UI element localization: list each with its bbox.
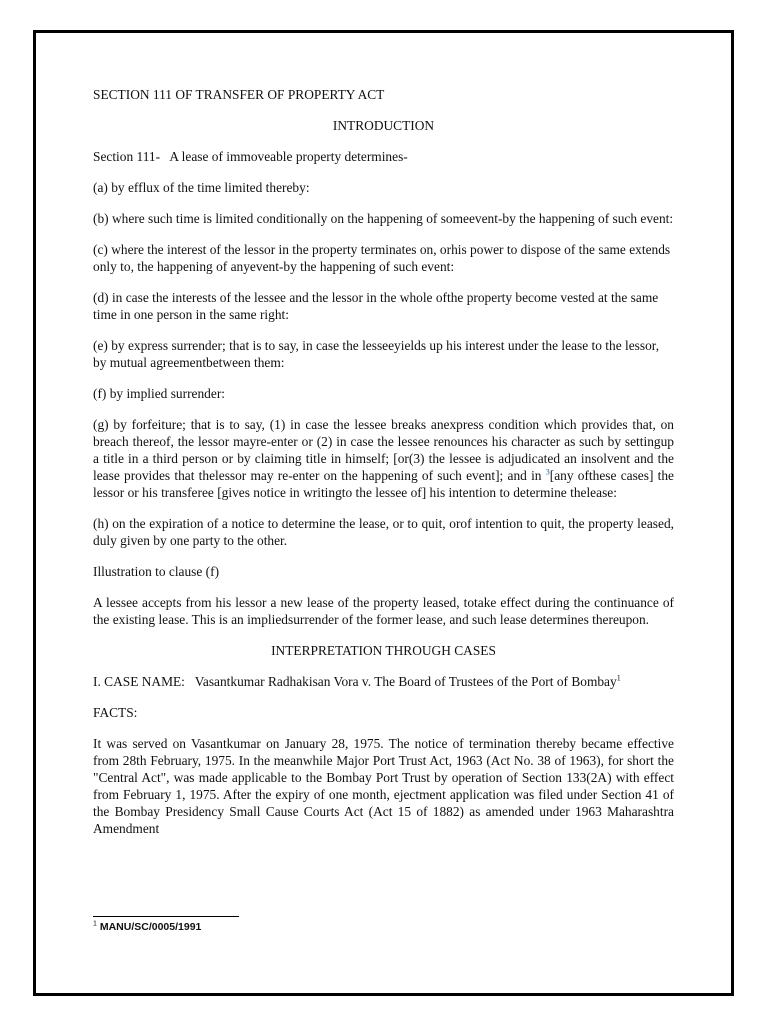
- clause-a: (a) by efflux of the time limited thereby:: [93, 180, 310, 195]
- clause-g-part2: [any ofthese cases] the lessor or his transferee [gives notice in writingto the lessee of] his intention to determine thelease:: [93, 468, 674, 500]
- section-statement: [93, 148, 674, 165]
- document-title: SECTION 111 OF TRANSFER OF PROPERTY ACT: [93, 87, 385, 102]
- clause-g-part1: (g) by forfeiture; that is to say, (1) in case the lessee breaks anexpress condition which provides that, on breach thereof, the lessor mayre-enter or (2) in case the lessee renounces his character as such by settingup a title in a third person or by claiming title in himself; [or(3) the lessee is adjudicated an insolvent and the lease provides that thelessor may re-enter on the happening of such event]; and in: [93, 417, 674, 483]
- footnote-text: MANU/SC/0005/1991: [99, 921, 202, 933]
- clause-f: (f) by implied surrender:: [93, 386, 226, 401]
- heading-introduction: INTRODUCTION: [332, 118, 435, 133]
- footnote-number: 1: [93, 920, 97, 928]
- section-label: Section 111-: [93, 149, 161, 164]
- case-name-line: [93, 673, 674, 690]
- footnote-divider: [93, 916, 239, 917]
- clause-h: (h) on the expiration of a notice to determine the lease, or to quit, orof intention to quit, the property leased, duly given by one party to the other.: [93, 516, 674, 548]
- clause-d: (d) in case the interests of the lessee and the lessor in the whole ofthe property become vested at the same time in one person in the same right:: [93, 290, 659, 322]
- heading-interpretation: INTERPRETATION THROUGH CASES: [271, 643, 496, 658]
- illustration-text: A lessee accepts from his lessor a new lease of the property leased, totake effect during the continuance of the existing lease. This is an impliedsurrender of the former lease, and such lease determines thereupon.: [93, 595, 674, 627]
- section-text: A lease of immoveable property determines-: [169, 149, 408, 164]
- footnote-reference-3[interactable]: 3: [545, 467, 550, 477]
- case-name: Vasantkumar Radhakisan Vora v. The Board of Trustees of the Port of Bombay: [194, 674, 617, 689]
- footnote-reference-1[interactable]: 1: [616, 673, 621, 683]
- clause-g: [93, 416, 674, 501]
- footnote: [93, 921, 201, 934]
- facts-text: It was served on Vasantkumar on January 28, 1975. The notice of termination thereby became effective from 28th February, 1975. In the meanwhile Major Port Trust Act, 1963 (Act No. 38 of 1963), for short the "Central Act", was made applicable to the Bombay Port Trust by operation of Section 133(2A) with effect from February 1, 1975. After the expiry of one month, ejectment application was filed under Section 41 of the Bombay Presidency Small Cause Courts Act (Act 15 of 1882) as amended under 1963 Maharashtra Amendment: [93, 736, 674, 836]
- facts-heading: FACTS:: [93, 705, 138, 720]
- clause-e: (e) by express surrender; that is to say, in case the lesseeyields up his interest under the lease to the lessor, by mutual agreementbetween them:: [93, 338, 660, 370]
- illustration-heading: Illustration to clause (f): [93, 564, 220, 579]
- clause-c: (c) where the interest of the lessor in the property terminates on, orhis power to dispose of the same extends only to, the happening of anyevent-by the happening of such event:: [93, 242, 671, 274]
- clause-b: (b) where such time is limited conditionally on the happening of someevent-by the happening of such event:: [93, 211, 674, 226]
- document-body: [93, 86, 674, 888]
- case-label: I. CASE NAME:: [93, 674, 185, 689]
